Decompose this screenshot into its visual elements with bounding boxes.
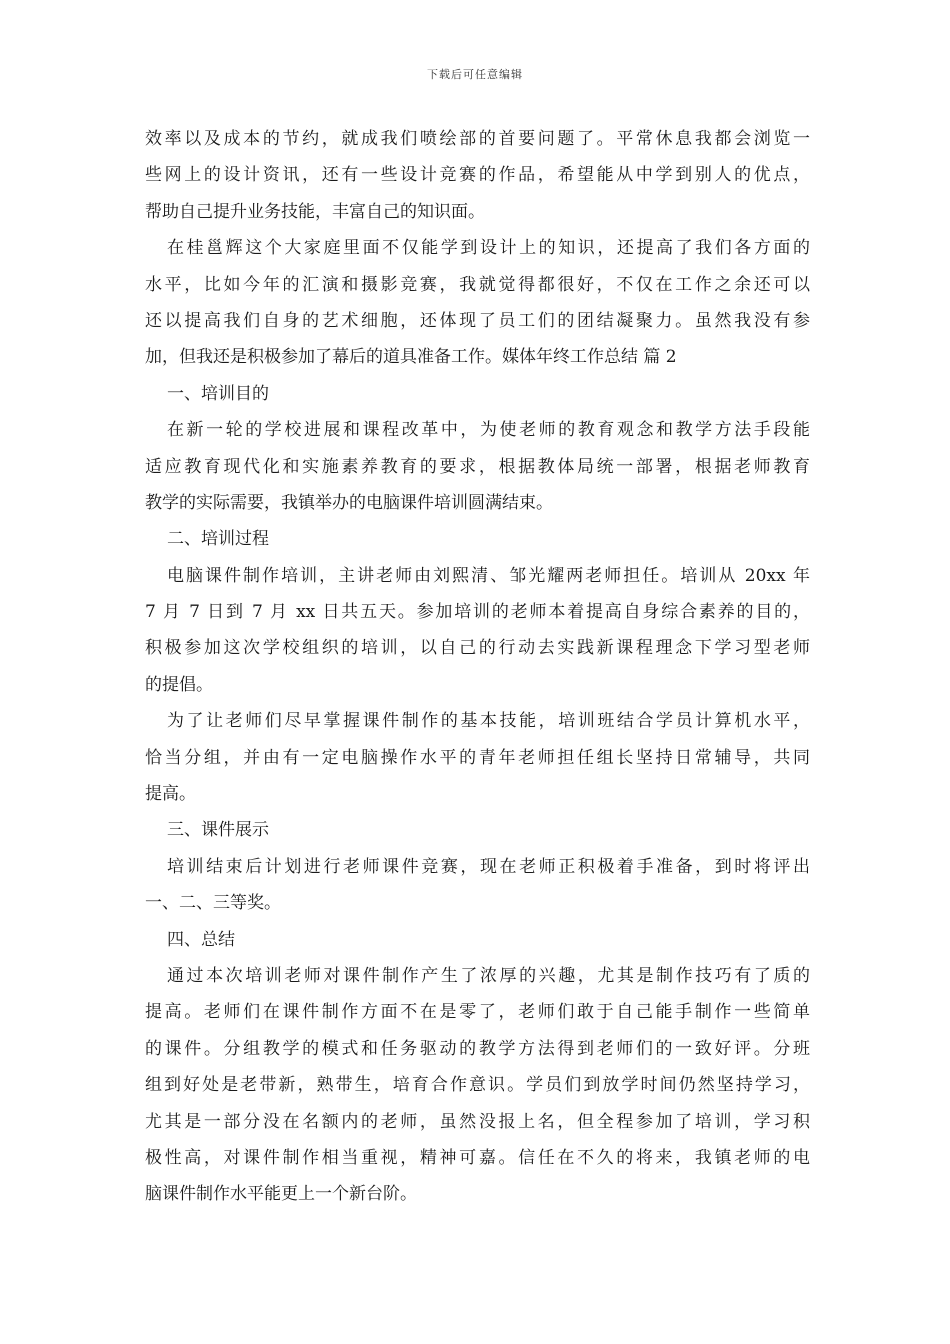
text-line: 一、二、三等奖。 (145, 893, 281, 914)
text-line: 在桂邕辉这个大家庭里面不仅能学到设计上的知识，还提高了我们各方面的 (167, 238, 810, 259)
text-line: 还以提高我们自身的艺术细胞，还体现了员工们的团结凝聚力。虽然我没有参 (145, 310, 810, 331)
text-line: 积极参加这次学校组织的培训，以自己的行动去实践新课程理念下学习型老师 (145, 638, 810, 659)
text-line: 脑课件制作水平能更上一个新台阶。 (145, 1184, 417, 1205)
text-line: 为了让老师们尽早掌握课件制作的基本技能，培训班结合学员计算机水平， (167, 711, 810, 732)
text-line: 通过本次培训老师对课件制作产生了浓厚的兴趣，尤其是制作技巧有了质的 (167, 965, 810, 986)
text-line: 极性高，对课件制作相当重视，精神可嘉。信任在不久的将来，我镇老师的电 (145, 1147, 810, 1168)
text-line: 在新一轮的学校进展和课程改革中，为使老师的教育观念和教学方法手段能 (167, 420, 810, 441)
text-line: 组到好处是老带新，熟带生，培育合作意识。学员们到放学时间仍然坚持学习， (145, 1075, 810, 1096)
section-heading: 二、培训过程 (167, 529, 269, 550)
text-line: 些网上的设计资讯，还有一些设计竞赛的作品，希望能从中学到别人的优点， (145, 165, 810, 186)
text-line: 提高。老师们在课件制作方面不在是零了，老师们敢于自己能手制作一些简单 (145, 1002, 810, 1023)
text-line: 水平，比如今年的汇演和摄影竞赛，我就觉得都很好，不仅在工作之余还可以 (145, 274, 810, 295)
text-line: 教学的实际需要，我镇举办的电脑课件培训圆满结束。 (145, 492, 553, 513)
section-heading: 三、课件展示 (167, 820, 269, 841)
text-line: 提高。 (145, 784, 196, 805)
text-line: 恰当分组，并由有一定电脑操作水平的青年老师担任组长坚持日常辅导，共同 (145, 747, 810, 768)
document-body (145, 121, 810, 1213)
text-line: 尤其是一部分没在名额内的老师，虽然没报上名，但全程参加了培训，学习积 (145, 1111, 810, 1132)
page-header-note: 下载后可任意编辑 (427, 68, 523, 81)
text-line: 适应教育现代化和实施素养教育的要求，根据教体局统一部署，根据老师教育 (145, 456, 810, 477)
text-line: 帮助自己提升业务技能，丰富自己的知识面。 (145, 201, 485, 222)
text-line: 效率以及成本的节约，就成我们喷绘部的首要问题了。平常休息我都会浏览一 (145, 129, 810, 149)
section-heading: 四、总结 (167, 929, 235, 950)
text-line: 培训结束后计划进行老师课件竞赛，现在老师正积极着手准备，到时将评出 (167, 856, 810, 877)
text-line: 电脑课件制作培训，主讲老师由刘熙清、邹光耀两老师担任。培训从 20xx 年 (167, 565, 810, 586)
text-line: 加，但我还是积极参加了幕后的道具准备工作。媒体年终工作总结 篇 2 (145, 347, 677, 368)
section-heading: 一、培训目的 (167, 383, 269, 404)
text-line: 的提倡。 (145, 674, 213, 695)
text-line: 的课件。分组教学的模式和任务驱动的教学方法得到老师们的一致好评。分班 (145, 1038, 810, 1059)
text-line: 7 月 7 日到 7 月 xx 日共五天。参加培训的老师本着提高自身综合素养的目的， (145, 602, 810, 623)
